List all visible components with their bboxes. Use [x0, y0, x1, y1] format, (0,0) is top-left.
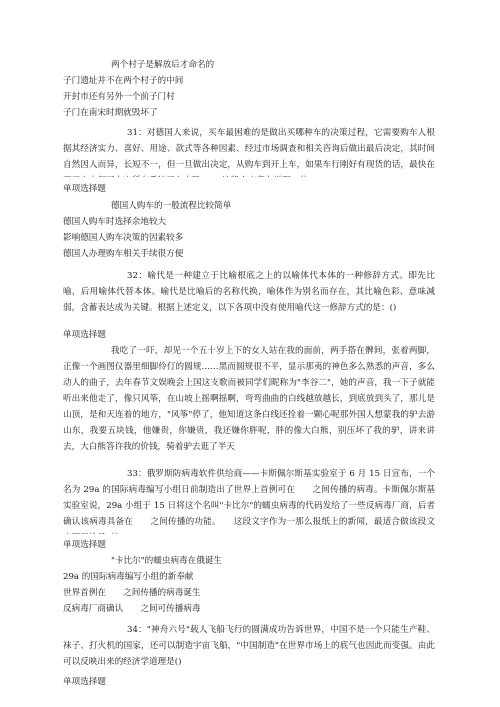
q31-option-d: 德国人办理购车相关手续很方便: [63, 249, 184, 259]
q31-stem: 31：对德国人来说，买车最困难的是做出买哪种车的决策过程，它需要购车人根据其经济实力、喜好、用途、款式等各种因素、经过市场调查和相关咨询后做出最后决定，其时间自然因人而异，长短不一，但一旦做出决定，从购车到开上车，如果车行刚好有现货的话，最快在: [63, 128, 435, 170]
q33-stem: 33：俄罗斯防病毒软件供给商——卡斯佩尔斯基实验室于 6 月 15 日宣布，一个名为 29a 的国际病毒编写小组日前制造出了世界上首例可在 之间传播的病毒。卡斯佩尔斯基实验室说，29a 小组于 15 日将这个名叫"卡比尔"的蠕虫病毒的代码发给了一些反病毒厂商，后者确认该病毒具备在 之间传播的功能。 这段文字作为一那么报纸上的新闻，最适合做该段文: [63, 469, 435, 527]
q31-option-b: 德国人购车时选择余地较大: [63, 217, 167, 227]
q31-option-a: 德国人购车的一般流程比较简单: [111, 201, 232, 211]
q33-type: 单项选择题: [63, 540, 106, 550]
q33-option-c: 世界首例在 之间传播的病毒诞生: [63, 588, 201, 598]
q30-option-2: 开封市还有另外一个前子门村: [63, 92, 175, 102]
q33-option-b: 29a 的国际病毒编写小组的新奉献: [63, 572, 194, 582]
q30-option-title: 两个村子是解放后才命名的: [111, 60, 215, 70]
q34-stem: 34："神舟六号"载人飞船飞行的圆满成功告诉世界，中国不是一个只能生产鞋、袜子、打火机的国家，还可以制造宇宙飞船，"中国制造"在世界市场上的底气也因此而变强。由此可以反映出来的经济学道理是(): [63, 625, 435, 667]
q31-type: 单项选择题: [63, 184, 106, 194]
q30-option-1: 子门遗址并不在两个村子的中间: [63, 76, 184, 86]
q33-option-d: 反病毒厂商确认 之间可传播病毒: [63, 604, 201, 614]
q30-option-3: 子门在南宋时期就毁坏了: [63, 108, 158, 118]
q31-option-c: 影响德国人购车决策的因素较多: [63, 233, 184, 243]
q32-passage: 我吃了一吓，却见一个五十岁上下的女人站在我的面前，两手搭在髀间，张着两脚，正像一个画图仪器里细脚伶仃的圆规……黑而圆规很不平，显示那夷的神色多么熟悉的声音，多么动人的曲子，去年春节文娱晚会上国这支歌而被同学们昵称为"李谷二"，她的声音，我一下子就能听出来他走了，像只风筝，在山坡上摇啊摇啊，弯弯曲曲的白线越放越长，到底放到头了，那儿是山顶，是和天连着的地方，"风筝"停了，他知道这条白线还拴着一颗心呢那外国人想蒙我的驴去游山东，我要五块钱，他嫌贵，你嫌贵，我还嫌你胖呢，胖的像大白熊，别压坏了我的驴，讲来讲去，大白熊答许我的价钱，骑着驴去逛了半天: [63, 346, 435, 452]
q34-type: 单项选择题: [63, 677, 106, 687]
q32-stem: 32：喻代是一种建立于比喻根底之上的以喻体代本体的一种修辞方式。即先比喻，后用喻体代替本体。喻代是比喻后的名称代换，喻体作为别名而存在，其比喻色彩、意味减弱，含蓄表达成为关键。根据上述定义，以下各项中没有使用喻代这一修辞方式的是：(): [63, 271, 435, 313]
q32-type: 单项选择题: [63, 330, 106, 340]
q33-option-a: "卡比尔"的蠕虫病毒在俄诞生: [111, 556, 223, 566]
